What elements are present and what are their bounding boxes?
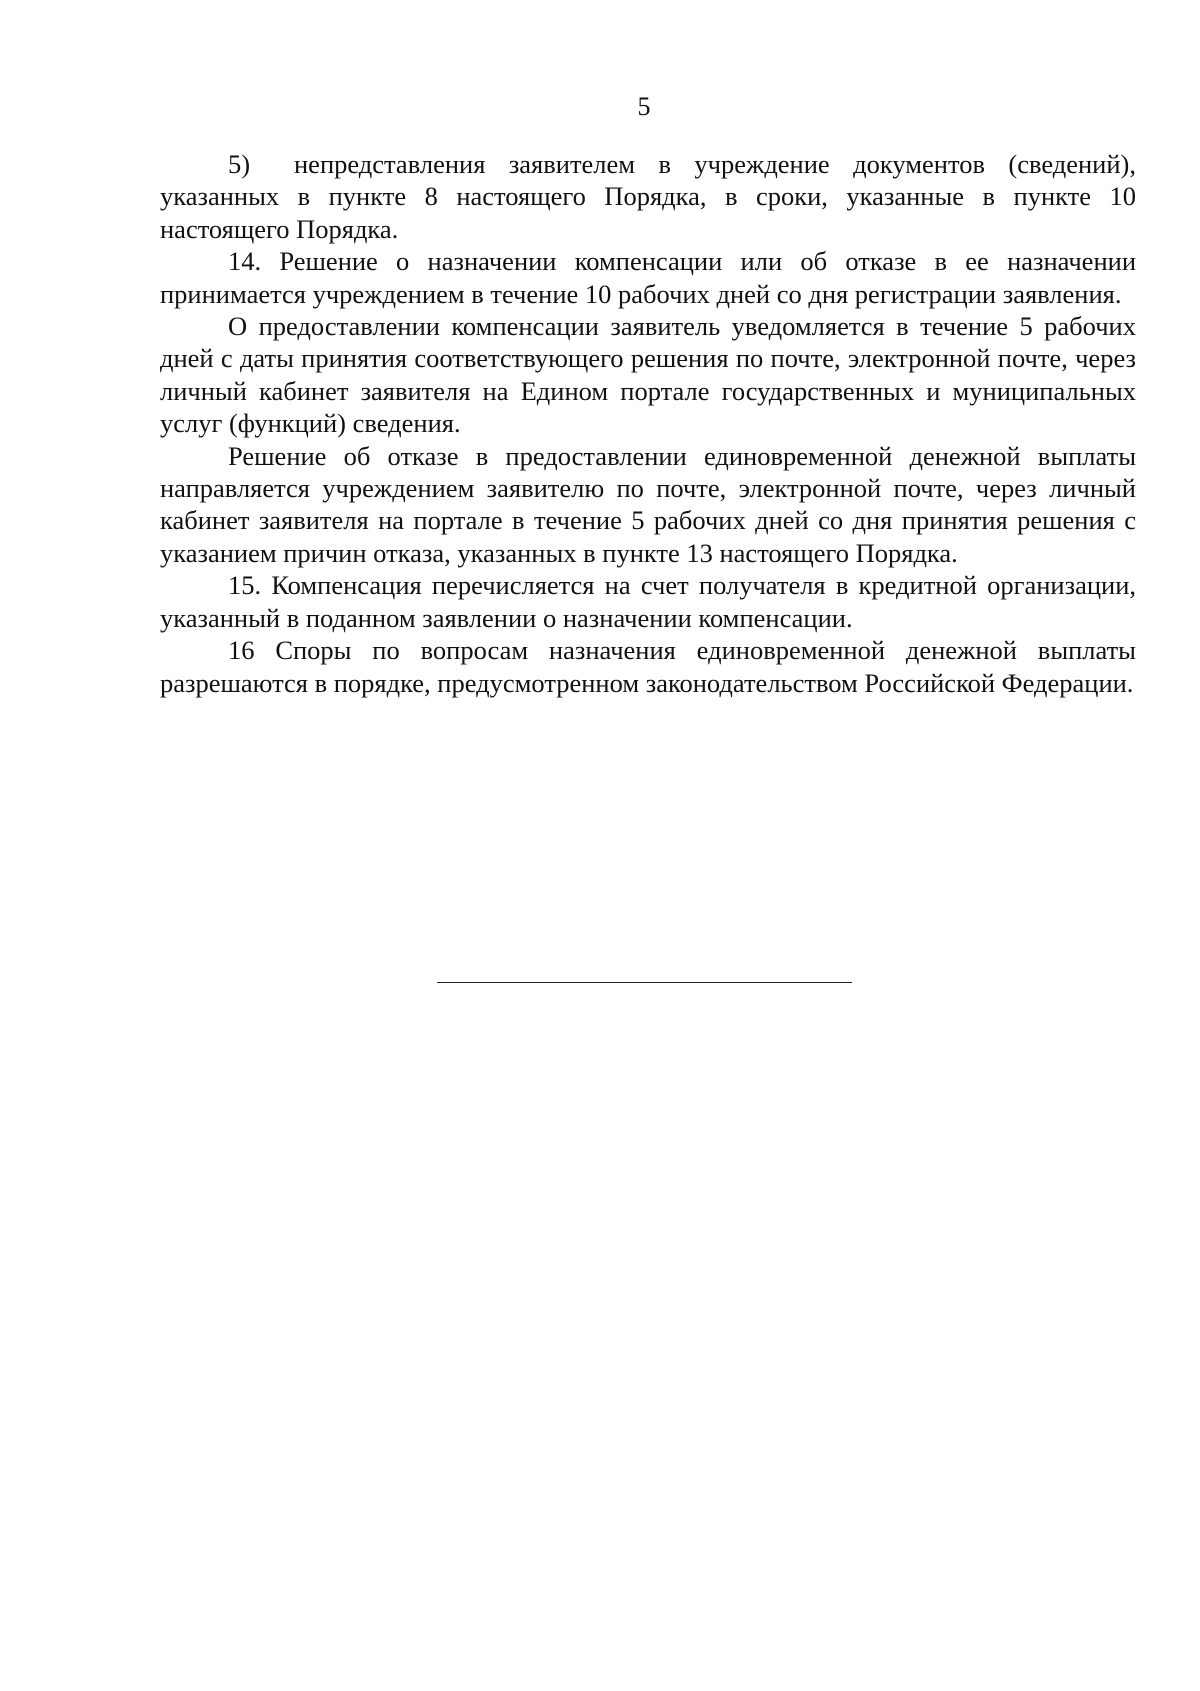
document-body xyxy=(160,148,1136,699)
list-item-text: непредставления заявителем в учреждение документов (сведений), указанных в пункте 8 настоящего Порядка, в сроки, указанные в пункте 10 настоящего Порядка. xyxy=(160,149,1136,244)
paragraph-14-notification: О предоставлении компенсации заявитель уведомляется в течение 5 рабочих дней с даты принятия соответствующего решения по почте, электронной почте, через личный кабинет заявителя на Едином портале государственных и муниципальных услуг (функций) сведения. xyxy=(160,311,1136,439)
paragraph-15: 15. Компенсация перечисляется на счет получателя в кредитной организации, указанный в поданном заявлении о назначении компенсации. xyxy=(160,570,1136,633)
page-number: 5 xyxy=(637,92,651,121)
list-item-marker: 5) xyxy=(228,149,251,179)
paragraph-16: 16 Споры по вопросам назначения единовременной денежной выплаты разрешаются в порядке, предусмотренном законодательством Российской Федерации. xyxy=(160,635,1136,698)
end-of-document-rule xyxy=(437,982,852,983)
paragraph-14-refusal: Решение об отказе в предоставлении единовременной денежной выплаты направляется учреждением заявителю по почте, электронной почте, через личный кабинет заявителя на портале в течение 5 рабочих дней со дня принятия решения с указанием причин отказа, указанных в пункте 13 настоящего Порядка. xyxy=(160,440,1136,568)
list-item-5 xyxy=(160,148,1136,245)
paragraph-14: 14. Решение о назначении компенсации или об отказе в ее назначении принимается учреждением в течение 10 рабочих дней со дня регистрации заявления. xyxy=(160,246,1136,309)
